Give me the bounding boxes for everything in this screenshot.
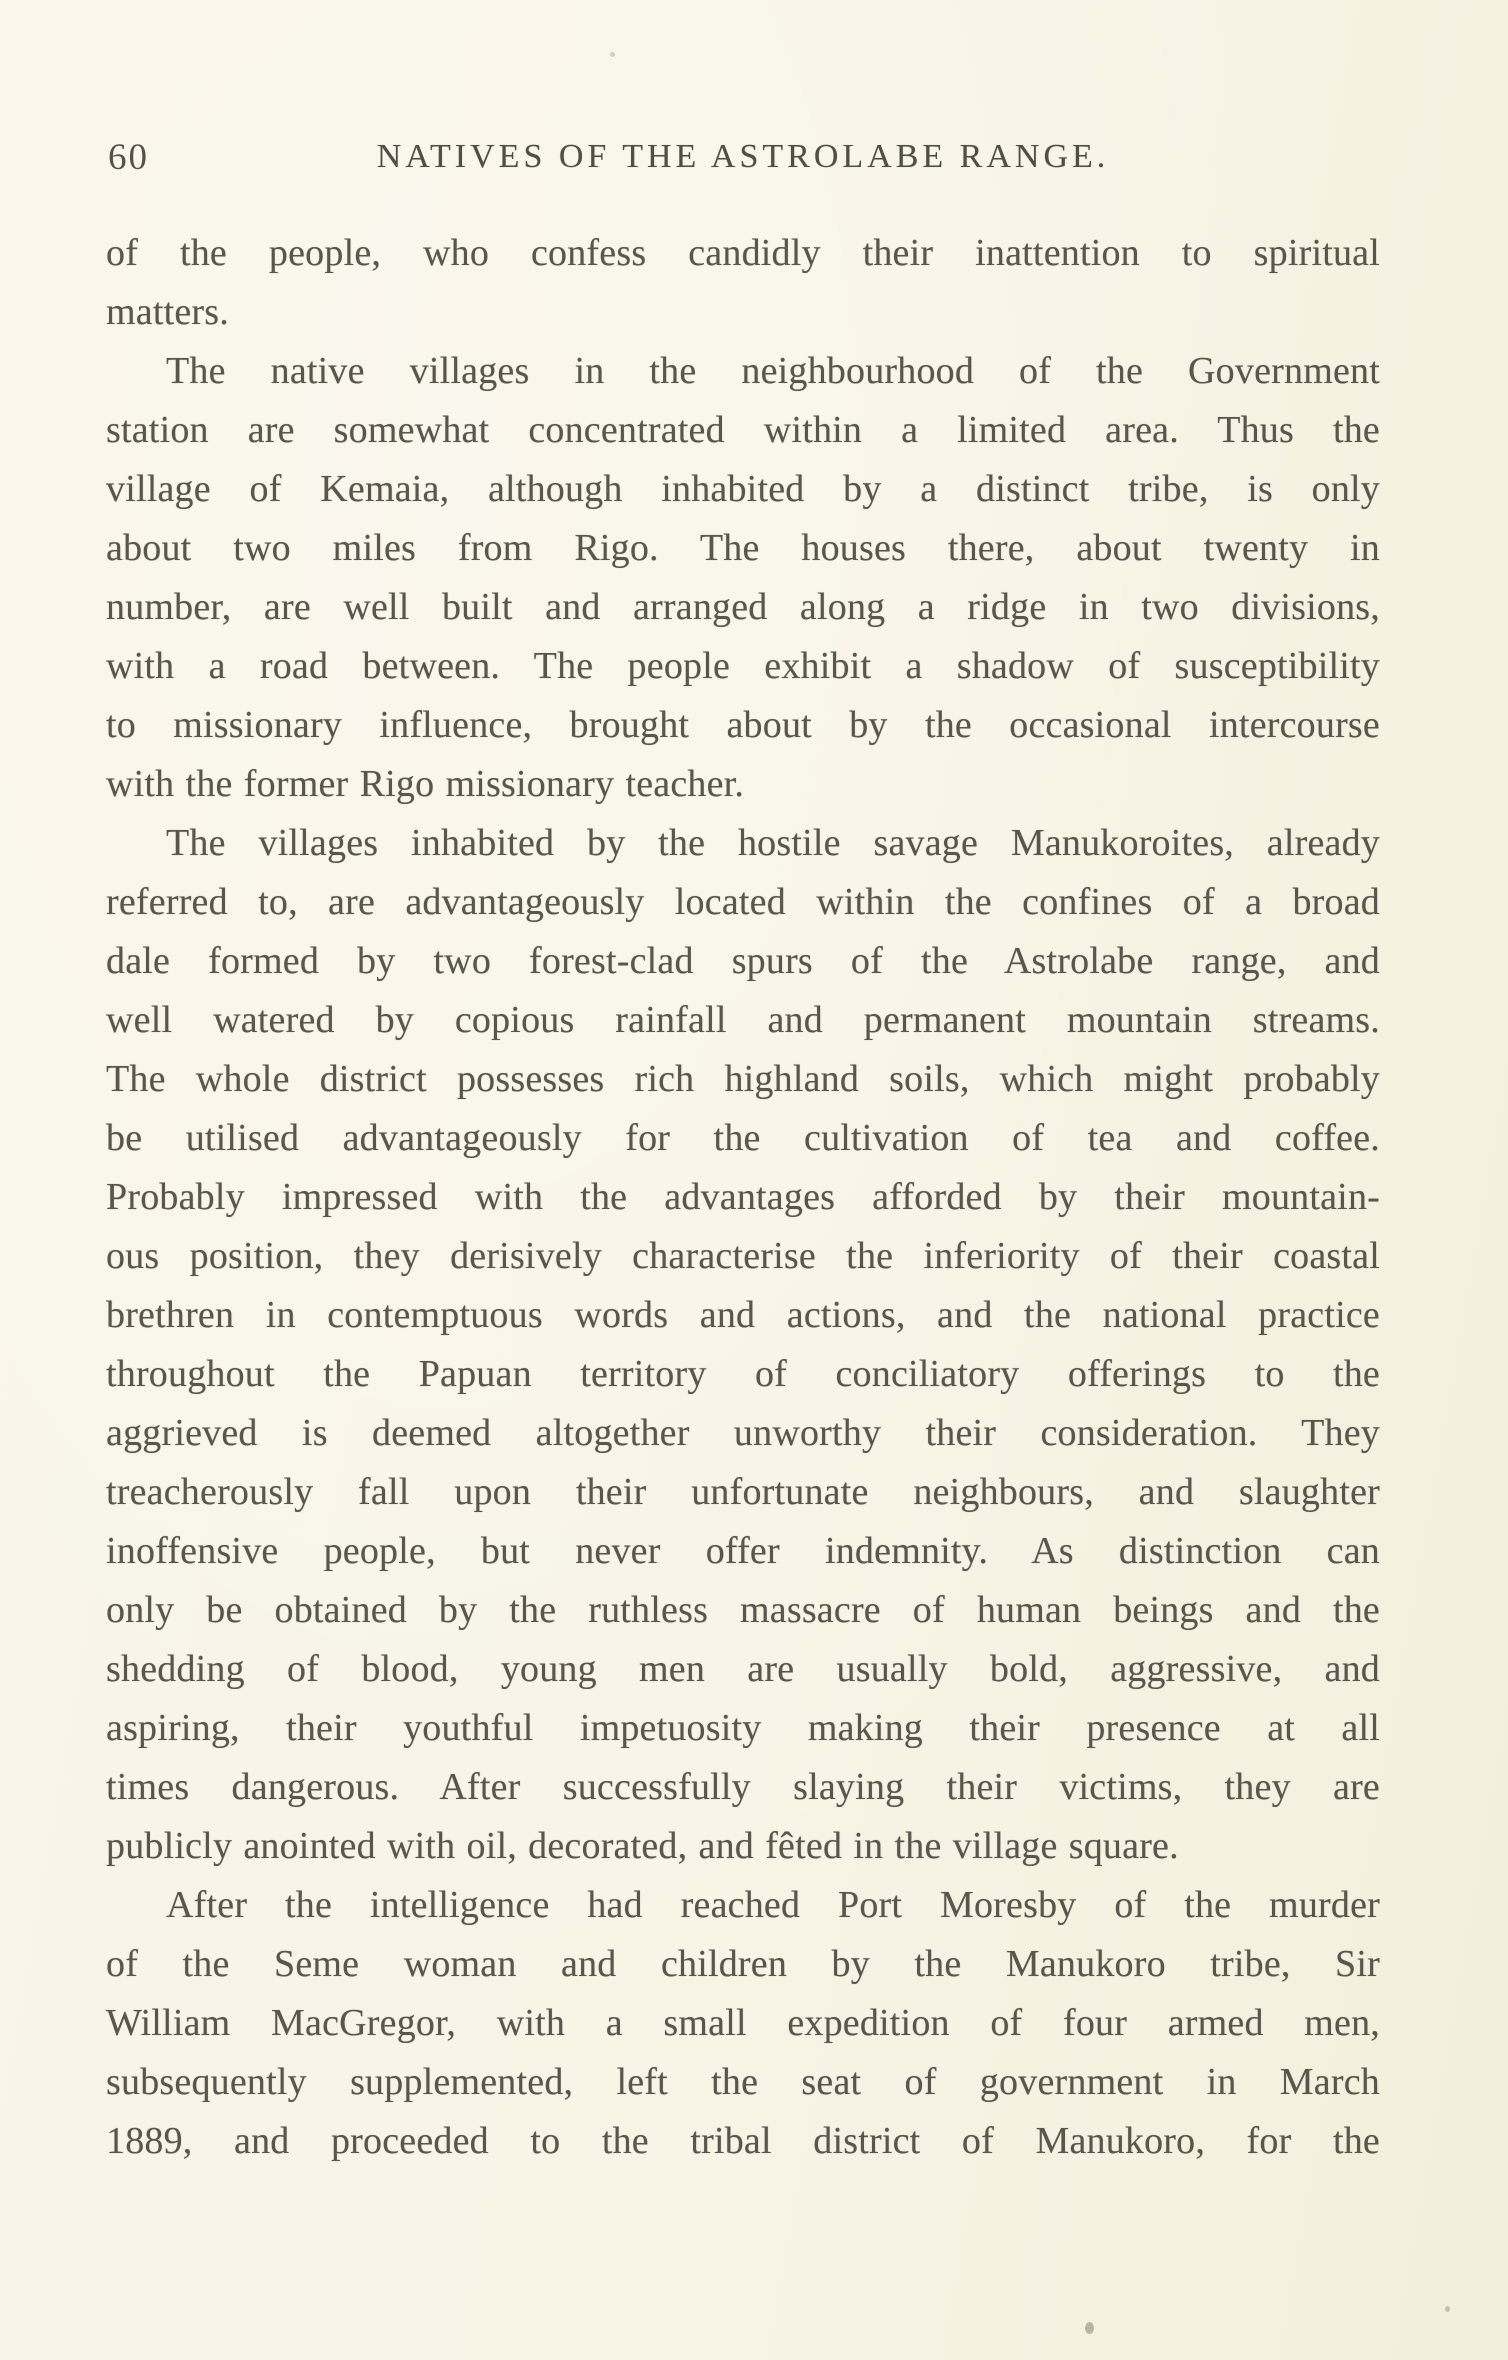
text-line: village of Kemaia, although inhabited by a distinct tribe, is only	[106, 468, 1380, 510]
page-number: 60	[108, 137, 149, 178]
body-text	[106, 224, 1380, 2171]
text-line: The villages inhabited by the hostile savage Manukoroites, already	[166, 822, 1380, 864]
text-line: The native villages in the neighbourhood of the Government	[166, 350, 1380, 392]
text-line: Probably impressed with the advantages afforded by their mountain-	[106, 1176, 1380, 1218]
text-line: William MacGregor, with a small expedition of four armed men,	[106, 2002, 1380, 2044]
text-line: The whole district possesses rich highland soils, which might probably	[106, 1058, 1380, 1100]
text-line: only be obtained by the ruthless massacre of human beings and the	[106, 1589, 1380, 1631]
page-header	[106, 134, 1380, 182]
text-line: well watered by copious rainfall and permanent mountain streams.	[106, 999, 1380, 1041]
text-line: treacherously fall upon their unfortunate neighbours, and slaughter	[106, 1471, 1380, 1513]
text-line: matters.	[106, 291, 229, 333]
text-line: times dangerous. After successfully slaying their victims, they are	[106, 1766, 1380, 1808]
text-line: be utilised advantageously for the cultivation of tea and coffee.	[106, 1117, 1380, 1159]
text-line: of the people, who confess candidly their inattention to spiritual	[106, 232, 1380, 274]
text-line: station are somewhat concentrated within a limited area. Thus the	[106, 409, 1380, 451]
text-line: aggrieved is deemed altogether unworthy their consideration. They	[106, 1412, 1380, 1454]
running-title: NATIVES OF THE ASTROLABE RANGE.	[376, 138, 1110, 175]
text-line: subsequently supplemented, left the seat of government in March	[106, 2061, 1380, 2103]
text-line: number, are well built and arranged along a ridge in two divisions,	[106, 586, 1380, 628]
text-line: with a road between. The people exhibit a shadow of susceptibility	[106, 645, 1380, 687]
text-line: 1889, and proceeded to the tribal district of Manukoro, for the	[106, 2120, 1380, 2162]
scan-speck	[1085, 2322, 1094, 2334]
text-line: publicly anointed with oil, decorated, and fêted in the village square.	[106, 1825, 1179, 1867]
text-line: inoffensive people, but never offer indemnity. As distinction can	[106, 1530, 1380, 1572]
text-line: brethren in contemptuous words and actions, and the national practice	[106, 1294, 1380, 1336]
text-line: of the Seme woman and children by the Manukoro tribe, Sir	[106, 1943, 1380, 1985]
scan-speck	[610, 52, 615, 57]
text-line: with the former Rigo missionary teacher.	[106, 763, 745, 805]
text-line: throughout the Papuan territory of conciliatory offerings to the	[106, 1353, 1380, 1395]
text-line: about two miles from Rigo. The houses there, about twenty in	[106, 527, 1380, 569]
text-line: After the intelligence had reached Port Moresby of the murder	[166, 1884, 1380, 1926]
text-line: shedding of blood, young men are usually bold, aggressive, and	[106, 1648, 1380, 1690]
text-line: to missionary influence, brought about by the occasional intercourse	[106, 704, 1380, 746]
text-line: ous position, they derisively characterise the inferiority of their coastal	[106, 1235, 1380, 1277]
scan-speck	[1445, 2306, 1450, 2312]
text-line: dale formed by two forest-clad spurs of the Astrolabe range, and	[106, 940, 1380, 982]
text-line: referred to, are advantageously located within the confines of a broad	[106, 881, 1380, 923]
text-line: aspiring, their youthful impetuosity making their presence at all	[106, 1707, 1380, 1749]
